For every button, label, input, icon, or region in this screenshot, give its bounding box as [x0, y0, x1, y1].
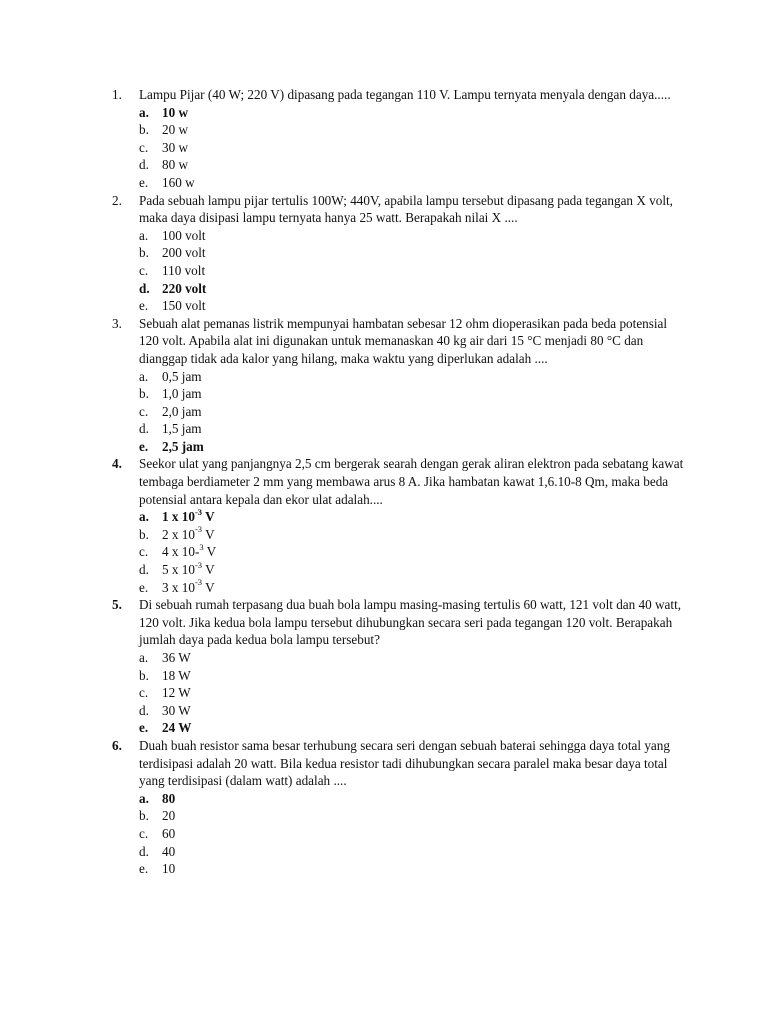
option-text: 10 w — [162, 104, 189, 120]
answer-options — [139, 368, 687, 456]
answer-option — [139, 526, 687, 544]
answer-option — [139, 667, 687, 685]
option-text: 1,0 jam — [162, 386, 202, 402]
option-text: 80 — [162, 790, 176, 806]
answer-option-correct — [139, 790, 687, 808]
answer-option — [139, 843, 687, 861]
option-letter: b. — [139, 386, 149, 402]
option-letter: d. — [139, 421, 149, 437]
question-item — [112, 315, 687, 456]
option-letter: d. — [139, 562, 149, 578]
option-text: 110 volt — [162, 262, 206, 278]
question-list — [112, 86, 687, 878]
option-letter: d. — [139, 843, 149, 859]
option-text: 36 W — [162, 650, 191, 665]
question-item — [112, 737, 687, 878]
question-item — [112, 192, 687, 315]
option-text: 220 volt — [162, 280, 207, 296]
option-letter: e. — [139, 579, 149, 595]
answer-option-correct — [139, 438, 687, 456]
option-text: 100 volt — [162, 227, 206, 243]
question-item — [112, 455, 687, 596]
answer-options — [139, 104, 687, 192]
answer-option — [139, 297, 687, 315]
question-text: Duah buah resistor sama besar terhubung secara seri dengan sebuah baterai sehingga daya total yang terdisipasi adalah 20 watt. Bila kedua resistor tadi dihubungkan secara paralel maka besar daya total yang terdisipasi (dalam watt) adalah .... — [139, 737, 670, 789]
option-text: 2 x 10 — [162, 526, 195, 542]
answer-options — [139, 227, 687, 315]
question-text: Sebuah alat pemanas listrik mempunyai hambatan sebesar 12 ohm dioperasikan pada beda potensial 120 volt. Apabila alat ini digunakan untuk memanaskan 40 kg air dari 15 °C menjadi 80 °C dan dianggap tidak ada kalor yang hilang, maka waktu yang diperlukan adalah .... — [139, 315, 668, 366]
answer-option — [139, 807, 687, 825]
option-text: 24 W — [162, 720, 192, 736]
option-text: 40 — [162, 843, 176, 859]
answer-option — [139, 227, 687, 245]
question-item — [112, 596, 687, 737]
option-exponent: 3 — [199, 542, 204, 553]
option-letter: c. — [139, 685, 149, 701]
option-letter: e. — [139, 298, 149, 314]
answer-options — [139, 790, 687, 878]
option-letter: e. — [139, 720, 149, 736]
answer-option-correct — [139, 280, 687, 298]
option-letter: a. — [139, 509, 149, 525]
option-text: 0,5 jam — [162, 368, 202, 384]
option-unit: V — [202, 579, 215, 595]
answer-options — [139, 649, 687, 737]
option-letter: b. — [139, 808, 149, 824]
question-item — [112, 86, 687, 192]
answer-option-correct — [139, 719, 687, 737]
question-text: Di sebuah rumah terpasang dua buah bola lampu masing-masing tertulis 60 watt, 121 volt dan 40 watt, 120 volt. Jika kedua bola lampu tersebut dihubungkan secara seri pada tegangan 120 volt. Berapakah jumlah daya pada kedua bola lampu tersebut? — [139, 597, 682, 648]
answer-option — [139, 174, 687, 192]
option-text: 10 — [162, 861, 176, 877]
option-letter: e. — [139, 174, 149, 190]
option-text: 12 W — [162, 685, 191, 701]
answer-option — [139, 860, 687, 878]
answer-option — [139, 561, 687, 579]
answer-option — [139, 385, 687, 403]
answer-option-correct — [139, 508, 687, 526]
answer-option — [139, 244, 687, 262]
option-exponent: -3 — [194, 506, 203, 517]
option-letter: e. — [139, 438, 149, 454]
option-letter: a. — [139, 104, 149, 120]
option-letter: a. — [139, 790, 149, 806]
option-text: 5 x 10 — [162, 562, 195, 578]
option-letter: b. — [139, 667, 149, 683]
option-text: 2,0 jam — [162, 403, 202, 419]
option-letter: a. — [139, 227, 149, 243]
answer-option — [139, 825, 687, 843]
option-letter: b. — [139, 122, 149, 138]
question-number: 4. — [112, 456, 122, 472]
answer-option — [139, 368, 687, 386]
option-unit: V — [202, 526, 215, 542]
option-exponent: -3 — [194, 577, 203, 588]
question-number: 3. — [112, 315, 122, 331]
option-text: 20 — [162, 808, 176, 824]
question-text: Seekor ulat yang panjangnya 2,5 cm bergerak searah dengan gerak aliran elektron pada sebatang kawat tembaga berdiameter 2 mm yang membawa arus 8 A. Jika hambatan kawat 1,6.10-8 Qm, maka beda potensial antara kepala dan ekor ulat adalah.... — [139, 456, 684, 507]
option-exponent: -3 — [194, 524, 203, 535]
question-number: 6. — [112, 737, 122, 753]
option-letter: b. — [139, 526, 149, 542]
option-text: 1,5 jam — [162, 421, 202, 437]
answer-option — [139, 420, 687, 438]
answer-option — [139, 139, 687, 157]
question-text: Lampu Pijar (40 W; 220 V) dipasang pada tegangan 110 V. Lampu ternyata menyala dengan daya..... — [139, 87, 671, 102]
option-text: 2,5 jam — [162, 438, 204, 454]
answer-option — [139, 403, 687, 421]
option-text: 1 x 10 — [162, 509, 195, 525]
option-text: 3 x 10 — [162, 579, 195, 595]
answer-option — [139, 156, 687, 174]
option-text: 30 w — [162, 139, 189, 155]
option-letter: d. — [139, 280, 150, 296]
option-text: 150 volt — [162, 298, 206, 314]
option-text: 80 w — [162, 157, 189, 173]
option-text: 30 W — [162, 702, 191, 718]
option-text: 20 w — [162, 122, 189, 138]
answer-option — [139, 543, 687, 561]
option-letter: d. — [139, 157, 149, 173]
option-unit: V — [202, 562, 215, 578]
option-letter: c. — [139, 262, 149, 278]
option-unit: V — [203, 544, 217, 560]
option-unit: V — [202, 509, 215, 525]
option-text: 18 W — [162, 667, 191, 683]
answer-option — [139, 579, 687, 597]
question-text: Pada sebuah lampu pijar tertulis 100W; 440V, apabila lampu tersebut dipasang pada tegangan X volt, maka daya disipasi lampu ternyata hanya 25 watt. Berapakah nilai X .... — [139, 192, 673, 226]
question-number: 5. — [112, 597, 122, 613]
question-number: 1. — [112, 87, 122, 102]
option-text: 200 volt — [162, 245, 206, 261]
option-letter: e. — [139, 861, 149, 877]
option-text: 4 x 10- — [162, 544, 200, 560]
answer-option — [139, 121, 687, 139]
option-letter: a. — [139, 650, 149, 665]
option-text: 60 — [162, 825, 176, 841]
question-number: 2. — [112, 192, 122, 208]
option-text: 160 w — [162, 174, 195, 190]
option-letter: c. — [139, 403, 149, 419]
option-letter: d. — [139, 702, 149, 718]
option-letter: a. — [139, 368, 149, 384]
option-letter: c. — [139, 544, 149, 560]
answer-option — [139, 702, 687, 720]
option-letter: c. — [139, 139, 149, 155]
answer-option-correct — [139, 104, 687, 122]
answer-option — [139, 684, 687, 702]
answer-option — [139, 262, 687, 280]
option-letter: b. — [139, 245, 149, 261]
option-letter: c. — [139, 825, 149, 841]
answer-options — [139, 508, 687, 596]
answer-option — [139, 649, 687, 667]
option-exponent: -3 — [194, 559, 203, 570]
